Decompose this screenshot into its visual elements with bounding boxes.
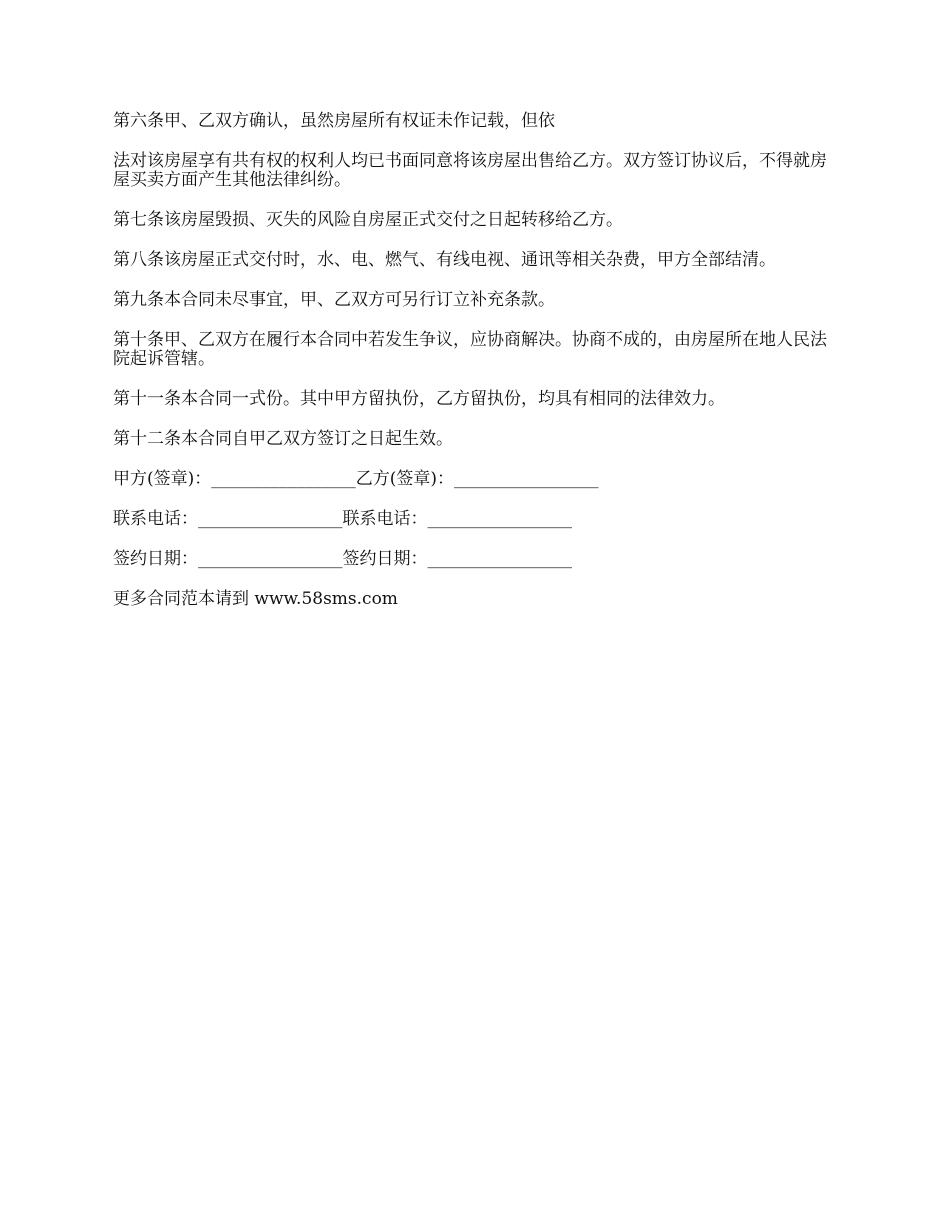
party-b-phone-blank: _________________ bbox=[427, 509, 572, 529]
clause-6-continuation-paragraph: 法对该房屋享有共有权的权利人均已书面同意将该房屋出售给乙方。双方签订协议后，不得就房屋买卖方面产生其他法律纠纷。 bbox=[113, 151, 827, 190]
party-b-date-blank: _________________ bbox=[427, 549, 572, 569]
party-b-seal-blank: _________________ bbox=[454, 469, 599, 489]
party-a-phone-blank: _________________ bbox=[198, 509, 343, 529]
clause-9-paragraph: 第九条本合同未尽事宜，甲、乙双方可另行订立补充条款。 bbox=[113, 290, 555, 310]
clause-12-paragraph: 第十二条本合同自甲乙双方签订之日起生效。 bbox=[113, 429, 453, 449]
footer-note: 更多合同范本请到 www.58sms.com bbox=[113, 589, 398, 609]
party-a-seal-blank: _________________ bbox=[211, 469, 356, 489]
clause-8-paragraph: 第八条该房屋正式交付时，水、电、燃气、有线电视、通讯等相关杂费，甲方全部结清。 bbox=[113, 250, 776, 270]
document-page bbox=[113, 112, 841, 630]
signature-row-date bbox=[113, 550, 841, 569]
signature-row-seal bbox=[113, 470, 841, 489]
party-a-date-label: 签约日期： bbox=[113, 549, 198, 569]
party-b-date-label: 签约日期： bbox=[342, 549, 428, 569]
signature-row-phone bbox=[113, 510, 841, 529]
clause-10-paragraph: 第十条甲、乙双方在履行本合同中若发生争议，应协商解决。协商不成的，由房屋所在地人民法院起诉管辖。 bbox=[113, 330, 827, 369]
clause-11-paragraph: 第十一条本合同一式份。其中甲方留执份，乙方留执份，均具有相同的法律效力。 bbox=[113, 389, 725, 409]
clause-6-paragraph: 第六条甲、乙双方确认，虽然房屋所有权证未作记载，但依 bbox=[113, 111, 555, 131]
party-b-seal-label: 乙方(签章)： bbox=[355, 469, 455, 489]
party-a-phone-label: 联系电话： bbox=[113, 509, 198, 529]
party-a-seal-label: 甲方(签章)： bbox=[113, 469, 212, 489]
party-a-date-blank: _________________ bbox=[198, 549, 343, 569]
party-b-phone-label: 联系电话： bbox=[342, 509, 428, 529]
clause-7-paragraph: 第七条该房屋毁损、灭失的风险自房屋正式交付之日起转移给乙方。 bbox=[113, 210, 623, 230]
